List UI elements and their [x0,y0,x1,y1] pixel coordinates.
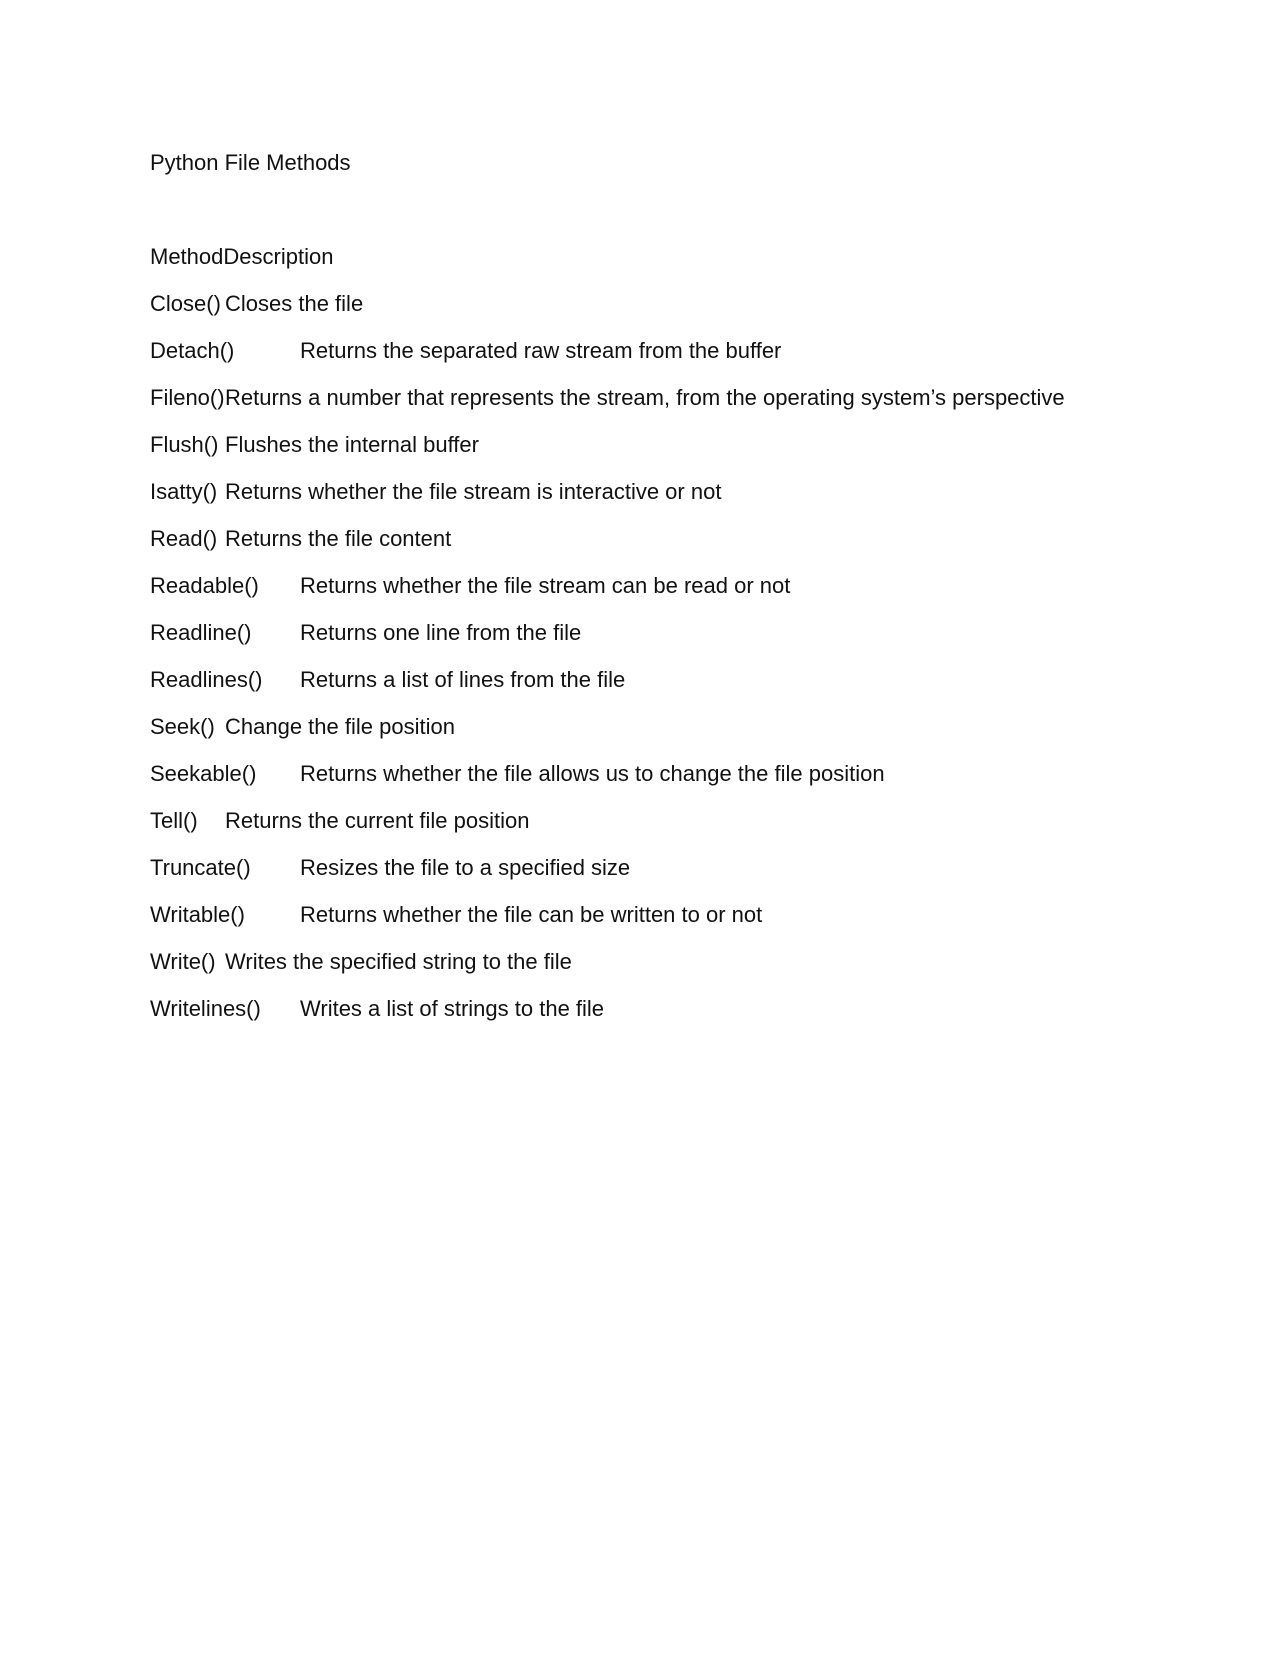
table-row [150,430,1150,477]
table-header-row [150,242,1150,289]
method-name: Tell() [150,808,198,833]
method-name: Writelines() [150,996,261,1021]
page-title: Python File Methods [150,150,351,175]
table-row [150,712,1150,759]
method-name: Detach() [150,338,235,363]
table-row [150,336,1150,383]
table-row [150,383,1150,430]
table-row [150,853,1150,900]
table-row [150,477,1150,524]
method-description: Flushes the internal buffer [225,432,479,457]
method-description: Returns the file content [225,526,452,551]
table-row [150,759,1150,806]
header-description: Description [223,244,334,269]
table-row [150,618,1150,665]
method-name: Seek() [150,714,215,739]
document-body [150,148,1150,1041]
method-name: Readlines() [150,667,263,692]
method-description: Returns whether the file allows us to change the file position [300,761,885,786]
method-name: Flush() [150,432,219,457]
method-name: Writable() [150,902,245,927]
method-description: Writes a list of strings to the file [300,996,605,1021]
method-name: Write() [150,949,216,974]
method-name: Read() [150,526,218,551]
method-description: Returns one line from the file [300,620,582,645]
table-row [150,947,1150,994]
method-name: Fileno() [150,385,225,410]
table-row [150,900,1150,947]
table-row [150,289,1150,336]
method-description: Resizes the file to a specified size [300,855,631,880]
table-row [150,994,1150,1041]
method-description: Change the file position [225,714,455,739]
method-description: Returns a list of lines from the file [300,667,626,692]
table-row [150,806,1150,853]
table-row [150,571,1150,618]
method-name: Close() [150,291,221,316]
method-description: Returns the separated raw stream from the buffer [300,338,782,363]
method-description: Writes the specified string to the file [225,949,572,974]
table-row [150,665,1150,712]
method-name: Readline() [150,620,252,645]
method-description: Closes the file [225,291,364,316]
method-description: Returns the current file position [225,808,530,833]
method-description: Returns whether the file can be written to or not [300,902,763,927]
method-description: Returns a number that represents the stream, from the operating system’s perspective [225,385,1065,410]
method-name: Seekable() [150,761,257,786]
method-description: Returns whether the file stream is interactive or not [225,479,722,504]
method-name: Readable() [150,573,259,598]
method-name: Truncate() [150,855,251,880]
header-method: Method [150,244,224,269]
table-row [150,524,1150,571]
method-name: Isatty() [150,479,218,504]
method-description: Returns whether the file stream can be read or not [300,573,791,598]
